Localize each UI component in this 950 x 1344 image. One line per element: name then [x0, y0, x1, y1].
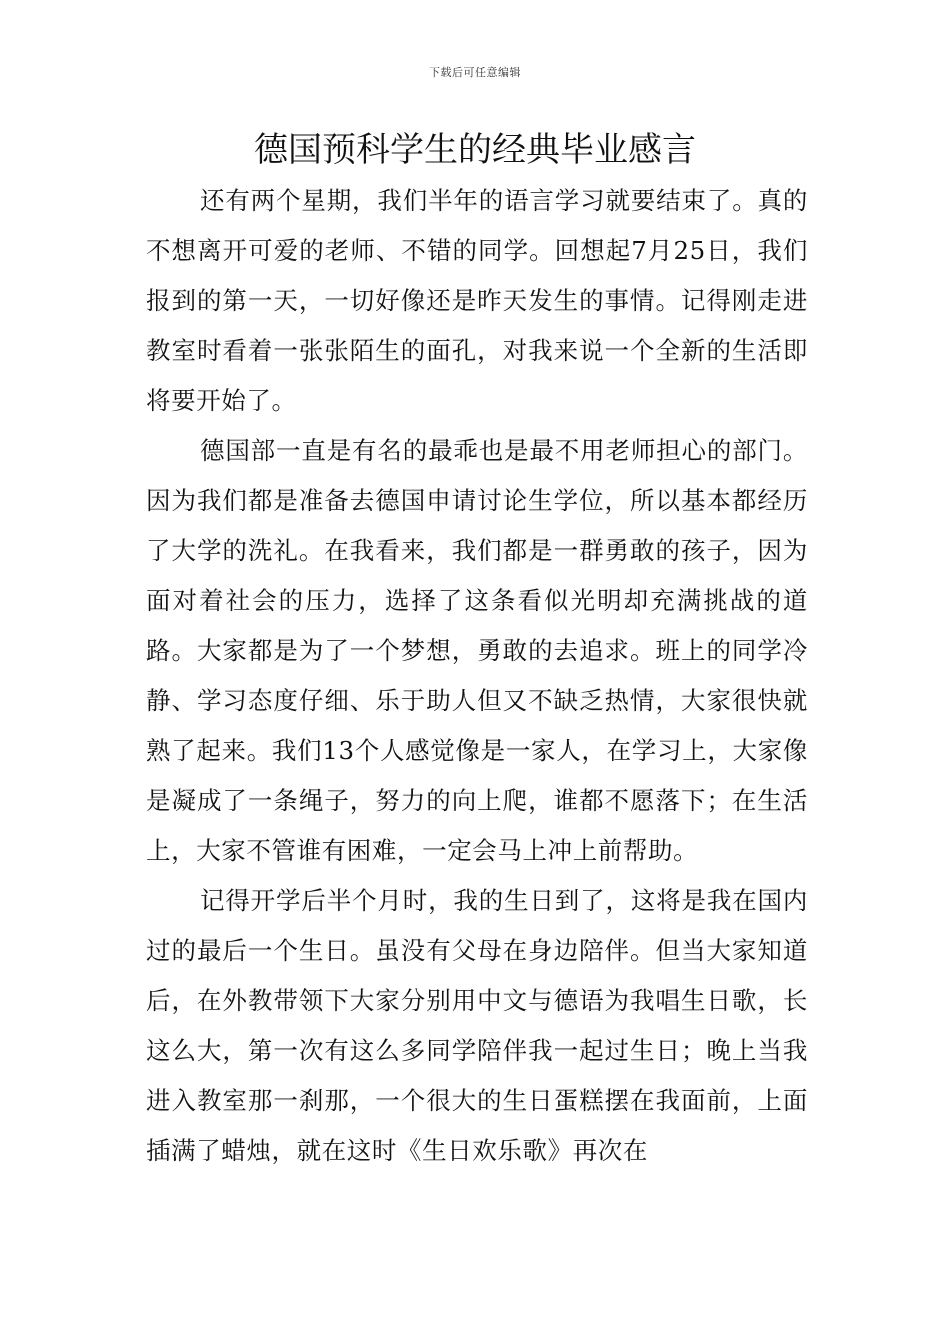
paragraph-1: 还有两个星期，我们半年的语言学习就要结束了。真的不想离开可爱的老师、不错的同学。回想起7月25日，我们报到的第一天，一切好像还是昨天发生的事情。记得刚走进教室时看着一张张陌生的面孔，对我来说一个全新的生活即将要开始了。: [146, 186, 808, 415]
paragraph-3: 记得开学后半个月时，我的生日到了，这将是我在国内过的最后一个生日。虽没有父母在身边陪伴。但当大家知道后，在外教带领下大家分别用中文与德语为我唱生日歌，长这么大，第一次有这么多同学陪伴我一起过生日；晚上当我进入教室那一刹那，一个很大的生日蛋糕摆在我面前，上面插满了蜡烛，就在这时《生日欢乐歌》再次在: [146, 886, 808, 1165]
header-note: 下载后可任意编辑: [429, 66, 521, 79]
paragraph-2: 德国部一直是有名的最乖也是最不用老师担心的部门。因为我们都是准备去德国申请讨论生学位，所以基本都经历了大学的洗礼。在我看来，我们都是一群勇敢的孩子，因为面对着社会的压力，选择了这条看似光明却充满挑战的道路。大家都是为了一个梦想，勇敢的去追求。班上的同学冷静、学习态度仔细、乐于助人但又不缺乏热情，大家很快就熟了起来。我们13个人感觉像是一家人，在学习上，大家像是凝成了一条绳子，努力的向上爬，谁都不愿落下；在生活上，大家不管谁有困难，一定会马上冲上前帮助。: [146, 436, 808, 865]
document-title: 德国预科学生的经典毕业感言: [254, 130, 696, 170]
document-body: [146, 176, 808, 1176]
